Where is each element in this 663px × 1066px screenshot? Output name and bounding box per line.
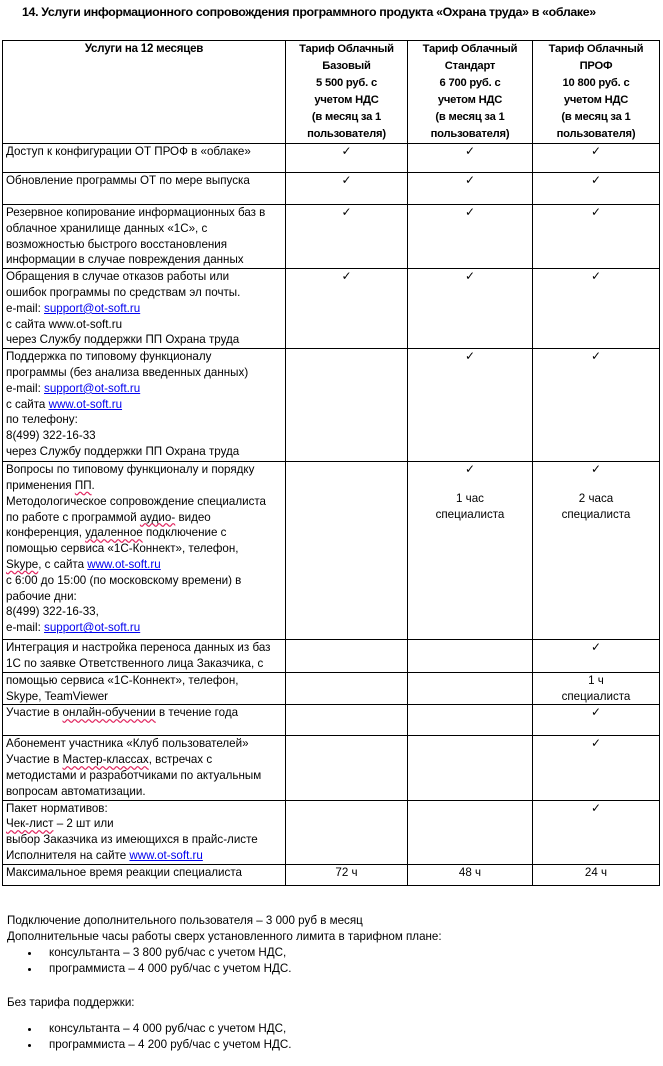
- checkmark-icon: ✓: [590, 349, 602, 364]
- text-fragment: конференция,: [6, 526, 86, 540]
- phone-number: 8(499) 322-16-33: [6, 429, 96, 443]
- text-fragment: .: [91, 478, 95, 492]
- checkmark-icon: ✓: [341, 269, 352, 284]
- service-line: ошибок программы по средствам эл почты.: [6, 285, 241, 299]
- table-row: [3, 205, 660, 269]
- service-line: Вопросы по типовому функционалу и порядку: [6, 463, 255, 477]
- table-row: [3, 864, 660, 885]
- tariff-basic-line: Тариф Облачный: [299, 43, 394, 55]
- service-line: [6, 525, 282, 541]
- text-fragment: Участие в: [6, 706, 63, 720]
- checkmark-icon: ✓: [341, 144, 352, 158]
- extra-hours-list: [7, 945, 657, 977]
- service-description: [3, 640, 286, 673]
- tariff-prof-line: учетом НДС: [563, 94, 629, 106]
- text-fragment: применения: [6, 478, 75, 492]
- checkmark-icon: ✓: [464, 173, 476, 187]
- service-line: [6, 397, 282, 413]
- service-line: облачное хранилище данных «1С», с: [6, 221, 208, 235]
- service-line: Обновление программы ОТ по мере выпуска: [6, 174, 250, 187]
- tariff-standard-line: 6 700 руб. с: [439, 77, 501, 89]
- prof-cell: [533, 173, 660, 205]
- service-line: программы (без анализа введенных данных): [6, 365, 249, 379]
- service-description: [3, 462, 286, 640]
- service-line: вопросам автоматизации.: [6, 784, 146, 798]
- basic-cell: [286, 205, 408, 269]
- table-row: [3, 269, 660, 349]
- service-line: Методологическое сопровождение специалиста: [6, 494, 266, 508]
- no-tariff-note: Без тарифа поддержки:: [7, 996, 135, 1009]
- prof-cell: [533, 736, 660, 800]
- tariff-prof-line: 10 800 руб. с: [562, 77, 630, 89]
- tariff-prof-line: Тариф Облачный: [548, 43, 644, 55]
- checkmark-icon: ✓: [590, 173, 602, 187]
- tariff-standard-line: Тариф Облачный: [422, 43, 518, 55]
- basic-cell: [286, 173, 408, 205]
- service-line: [6, 620, 282, 636]
- extra-hours-note: Дополнительные часы работы сверх установленного лимита в тарифном плане:: [7, 930, 442, 943]
- checkmark-icon: ✓: [464, 269, 476, 284]
- prof-cell: [533, 269, 660, 349]
- prof-cell: [533, 672, 660, 705]
- service-line: [6, 478, 282, 494]
- tariff-basic-line: учетом НДС: [314, 94, 379, 106]
- text-fragment: подключение с: [142, 526, 227, 540]
- tariff-prof-line: ПРОФ: [579, 60, 613, 72]
- prof-cell: [533, 349, 660, 462]
- basic-cell: [286, 736, 408, 800]
- tariff-basic-line: (в месяц за 1: [311, 111, 382, 123]
- service-line: 1С по заявке Ответственного лица Заказчика, с: [6, 656, 264, 670]
- standard-cell: [408, 736, 533, 800]
- table-row: [3, 349, 660, 462]
- service-line: Пакет нормативов:: [6, 801, 108, 815]
- site-label: с сайта: [6, 397, 49, 411]
- table-row: [3, 640, 660, 673]
- website-link[interactable]: www.ot-soft.ru: [129, 848, 203, 862]
- table-row: [3, 144, 660, 173]
- standard-cell: [408, 269, 533, 349]
- service-description: [3, 705, 286, 736]
- list-item: • программиста – 4 200 руб/час с учетом НДС.: [41, 1037, 657, 1053]
- section-title: 14. Услуги информационного сопровождения программного продукта «Охрана труда» в «облаке»: [22, 5, 596, 19]
- service-line: информации в случае повреждения данных: [6, 253, 244, 267]
- tariff-prof-line: пользователя): [556, 128, 636, 140]
- basic-cell: 72 ч: [286, 864, 408, 885]
- service-line: через Службу поддержки ПП Охрана труда: [6, 444, 240, 458]
- service-line: [6, 557, 282, 573]
- service-line: методистами и разработчиками по актуальным: [6, 768, 262, 782]
- hours-value: 2 часа: [578, 492, 614, 506]
- text-fragment: Участие в: [6, 753, 63, 767]
- table-row: [3, 462, 660, 640]
- spellcheck-word: ПП: [74, 478, 92, 492]
- email-label: e-mail:: [6, 621, 45, 635]
- standard-cell: [408, 205, 533, 269]
- website-link[interactable]: www.ot-soft.ru: [87, 557, 161, 571]
- table-row: [3, 800, 660, 864]
- basic-cell: [286, 349, 408, 462]
- prof-cell: [533, 800, 660, 864]
- service-line: с 6:00 до 15:00 (по московскому времени) в: [6, 573, 242, 587]
- text-fragment: , с сайта: [38, 557, 88, 571]
- support-email-link[interactable]: support@ot-soft.ru: [44, 621, 141, 635]
- prof-cell: [533, 705, 660, 736]
- checkmark-icon: ✓: [590, 462, 602, 477]
- service-line: Абонемент участника «Клуб пользователей»: [6, 737, 249, 751]
- hours-unit: специалиста: [435, 507, 505, 521]
- prof-cell: [533, 462, 660, 640]
- hours-value: 1 ч: [588, 673, 604, 687]
- no-tariff-list: [7, 1021, 657, 1053]
- checkmark-icon: ✓: [464, 205, 476, 219]
- service-description: [3, 800, 286, 864]
- service-line: с сайта www.ot-soft.ru: [6, 317, 123, 331]
- prof-cell: 24 ч: [533, 864, 660, 885]
- service-description: [3, 205, 286, 269]
- service-line: Максимальное время реакции специалиста: [6, 865, 242, 879]
- tariff-prof-line: (в месяц за 1: [561, 111, 631, 123]
- service-description: [3, 269, 286, 349]
- service-line: Доступ к конфигурации ОТ ПРОФ в «облаке»: [6, 145, 251, 158]
- table-row: [3, 705, 660, 736]
- table-row: [3, 173, 660, 205]
- service-line: рабочие дни:: [6, 589, 77, 603]
- prof-cell: [533, 205, 660, 269]
- tariff-basic-line: Базовый: [322, 60, 371, 72]
- service-line: выбор Заказчика из имеющихся в прайс-листе: [6, 833, 258, 847]
- text-fragment: , встречах с: [148, 753, 213, 767]
- spellcheck-word: аудио-: [139, 510, 176, 524]
- text-fragment: по работе с программой: [6, 510, 140, 524]
- hours-value: 1 час: [456, 492, 484, 506]
- text-fragment: Исполнителя на сайте: [6, 848, 130, 862]
- service-line: [6, 301, 282, 317]
- checkmark-icon: ✓: [590, 705, 602, 720]
- table-row: [3, 672, 660, 705]
- website-link[interactable]: www.ot-soft.ru: [48, 397, 123, 411]
- email-label: e-mail:: [6, 301, 45, 315]
- checkmark-icon: ✓: [464, 349, 476, 364]
- support-email-link[interactable]: support@ot-soft.ru: [44, 381, 141, 395]
- standard-cell: [408, 672, 533, 705]
- service-description: [3, 736, 286, 800]
- tariff-standard-header: [408, 41, 533, 144]
- standard-cell: [408, 173, 533, 205]
- checkmark-icon: ✓: [590, 800, 602, 815]
- standard-cell: [408, 144, 533, 173]
- basic-cell: [286, 269, 408, 349]
- checkmark-icon: ✓: [590, 144, 602, 158]
- phone-number: 8(499) 322-16-33,: [6, 605, 99, 619]
- checkmark-icon: ✓: [590, 736, 602, 751]
- service-line: [6, 752, 282, 768]
- service-line: возможностью быстрого восстановления: [6, 237, 228, 251]
- pricing-notes: [7, 913, 657, 1053]
- service-description: [3, 144, 286, 173]
- service-line: Интеграция и настройка переноса данных из баз: [6, 641, 271, 655]
- standard-cell: [408, 640, 533, 673]
- email-label: e-mail:: [6, 381, 45, 395]
- hours-unit: специалиста: [561, 507, 631, 521]
- basic-cell: [286, 672, 408, 705]
- service-line: помощью сервиса «1С-Коннект», телефон,: [6, 542, 239, 556]
- service-line: [6, 381, 282, 397]
- service-description: [3, 672, 286, 705]
- basic-cell: [286, 144, 408, 173]
- service-line: через Службу поддержки ПП Охрана труда: [6, 333, 240, 347]
- checkmark-icon: ✓: [590, 640, 602, 655]
- tariff-basic-line: 5 500 руб. с: [316, 77, 377, 89]
- service-line: помощью сервиса «1С-Коннект», телефон,: [6, 673, 239, 687]
- list-item: • программиста – 4 000 руб/час с учетом НДС.: [41, 961, 657, 977]
- support-email-link[interactable]: support@ot-soft.ru: [44, 301, 141, 315]
- hours-unit: специалиста: [561, 689, 631, 703]
- list-item: • консультанта – 3 800 руб/час с учетом НДС,: [41, 945, 657, 961]
- service-line: [6, 848, 282, 864]
- spellcheck-word: удаленное: [85, 526, 143, 540]
- service-line: Резервное копирование информационных баз в: [6, 206, 266, 219]
- service-description: [3, 173, 286, 205]
- checkmark-icon: ✓: [341, 205, 352, 219]
- spellcheck-word: онлайн-обучении: [62, 706, 156, 720]
- checkmark-icon: ✓: [464, 144, 476, 158]
- tariff-standard-line: пользователя): [430, 128, 510, 140]
- service-line: [6, 705, 282, 721]
- standard-cell: 48 ч: [408, 864, 533, 885]
- checkmark-icon: ✓: [590, 205, 602, 219]
- service-line: Поддержка по типовому функционалу: [6, 350, 212, 364]
- service-line: по телефону:: [6, 413, 78, 427]
- checkmark-icon: ✓: [590, 269, 602, 284]
- services-table: [2, 40, 660, 886]
- list-item: • консультанта – 4 000 руб/час с учетом НДС,: [41, 1021, 657, 1037]
- spellcheck-word: Skype: [6, 557, 39, 571]
- basic-cell: [286, 640, 408, 673]
- tariff-standard-line: учетом НДС: [437, 94, 503, 106]
- text-fragment: – 2 шт или: [53, 817, 114, 831]
- tariff-standard-line: Стандарт: [444, 60, 496, 72]
- service-description: [3, 864, 286, 885]
- service-line: [6, 816, 282, 832]
- tariff-standard-line: (в месяц за 1: [435, 111, 505, 123]
- table-row: [3, 736, 660, 800]
- table-header-row: [3, 41, 660, 144]
- services-column-header: Услуги на 12 месяцев: [3, 41, 286, 144]
- service-description: [3, 349, 286, 462]
- spellcheck-word: Мастер-классах: [62, 753, 149, 767]
- prof-cell: [533, 640, 660, 673]
- service-line: Skype, TeamViewer: [6, 689, 109, 703]
- checkmark-icon: ✓: [341, 173, 352, 187]
- service-line: Обращения в случае отказов работы или: [6, 270, 230, 284]
- basic-cell: [286, 705, 408, 736]
- spellcheck-word: Чек-лист: [6, 817, 54, 831]
- basic-cell: [286, 462, 408, 640]
- tariff-prof-header: [533, 41, 660, 144]
- checkmark-icon: ✓: [464, 462, 476, 477]
- extra-user-note: Подключение дополнительного пользователя – 3 000 руб в месяц: [7, 914, 363, 927]
- tariff-basic-line: пользователя): [307, 128, 386, 140]
- standard-cell: [408, 800, 533, 864]
- standard-cell: [408, 349, 533, 462]
- text-fragment: видео: [175, 510, 211, 524]
- standard-cell: [408, 462, 533, 640]
- tariff-basic-header: [286, 41, 408, 144]
- standard-cell: [408, 705, 533, 736]
- text-fragment: в течение года: [155, 706, 239, 720]
- basic-cell: [286, 800, 408, 864]
- service-line: [6, 510, 282, 526]
- prof-cell: [533, 144, 660, 173]
